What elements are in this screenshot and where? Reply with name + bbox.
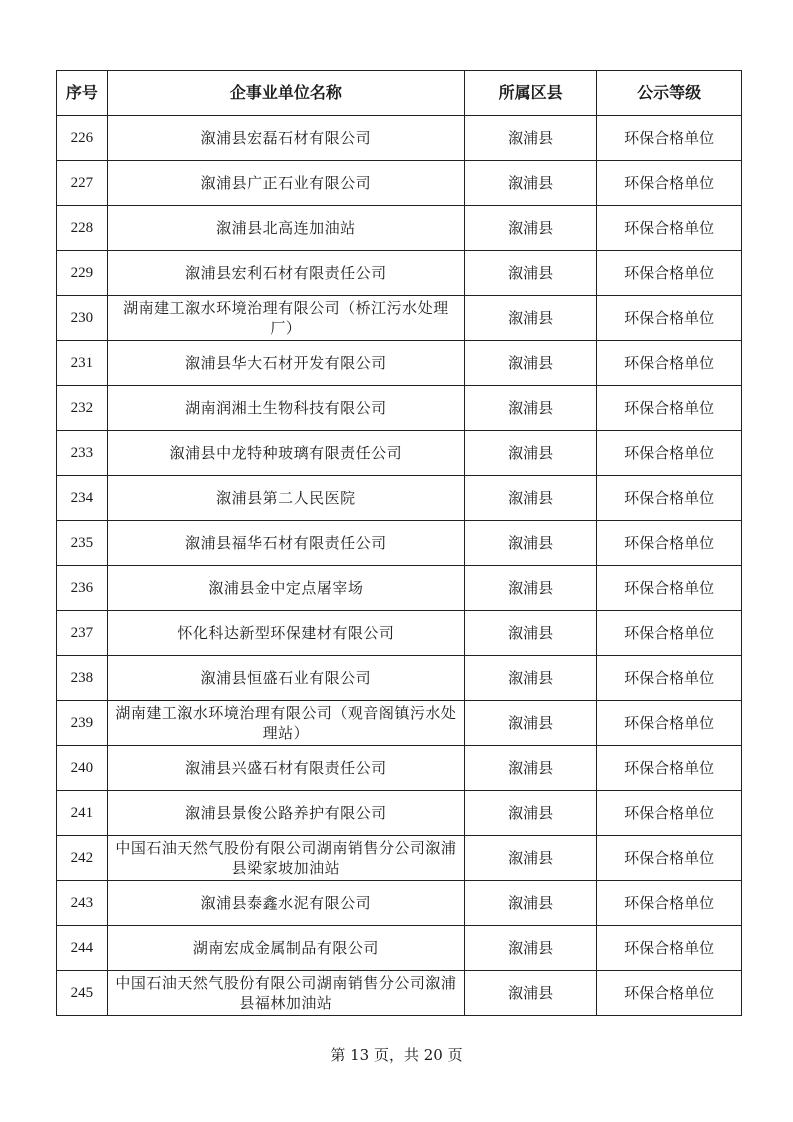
area-cell: 溆浦县 (465, 836, 597, 881)
grade-cell: 环保合格单位 (597, 341, 742, 386)
table-row (57, 926, 742, 971)
seq-cell: 231 (57, 341, 108, 386)
area-cell: 溆浦县 (465, 701, 597, 746)
name-cell: 溆浦县广正石业有限公司 (107, 161, 464, 206)
area-cell: 溆浦县 (465, 746, 597, 791)
grade-cell: 环保合格单位 (597, 296, 742, 341)
name-cell: 中国石油天然气股份有限公司湖南销售分公司溆浦县梁家坡加油站 (107, 836, 464, 881)
seq-cell: 232 (57, 386, 108, 431)
area-cell: 溆浦县 (465, 881, 597, 926)
name-cell: 湖南润湘土生物科技有限公司 (107, 386, 464, 431)
grade-cell: 环保合格单位 (597, 701, 742, 746)
grade-cell: 环保合格单位 (597, 521, 742, 566)
table-body (57, 116, 742, 1016)
table-row (57, 656, 742, 701)
seq-cell: 245 (57, 971, 108, 1016)
grade-cell: 环保合格单位 (597, 971, 742, 1016)
name-cell: 溆浦县华大石材开发有限公司 (107, 341, 464, 386)
area-cell: 溆浦县 (465, 161, 597, 206)
area-cell: 溆浦县 (465, 431, 597, 476)
table-row (57, 476, 742, 521)
seq-cell: 230 (57, 296, 108, 341)
name-cell: 溆浦县金中定点屠宰场 (107, 566, 464, 611)
seq-cell: 237 (57, 611, 108, 656)
name-cell: 湖南建工溆水环境治理有限公司（观音阁镇污水处理站） (107, 701, 464, 746)
name-cell: 溆浦县景俊公路养护有限公司 (107, 791, 464, 836)
table-header-row (57, 71, 742, 116)
grade-cell: 环保合格单位 (597, 251, 742, 296)
name-cell: 溆浦县兴盛石材有限责任公司 (107, 746, 464, 791)
name-cell: 溆浦县恒盛石业有限公司 (107, 656, 464, 701)
seq-cell: 243 (57, 881, 108, 926)
table-row (57, 251, 742, 296)
table-row (57, 701, 742, 746)
name-cell: 中国石油天然气股份有限公司湖南销售分公司溆浦县福林加油站 (107, 971, 464, 1016)
seq-cell: 226 (57, 116, 108, 161)
grade-cell: 环保合格单位 (597, 746, 742, 791)
area-cell: 溆浦县 (465, 251, 597, 296)
name-cell: 溆浦县第二人民医院 (107, 476, 464, 521)
area-cell: 溆浦县 (465, 476, 597, 521)
grade-cell: 环保合格单位 (597, 926, 742, 971)
seq-cell: 229 (57, 251, 108, 296)
header-grade: 公示等级 (597, 71, 742, 116)
name-cell: 溆浦县中龙特种玻璃有限责任公司 (107, 431, 464, 476)
area-cell: 溆浦县 (465, 386, 597, 431)
seq-cell: 227 (57, 161, 108, 206)
area-cell: 溆浦县 (465, 566, 597, 611)
grade-cell: 环保合格单位 (597, 161, 742, 206)
grade-cell: 环保合格单位 (597, 206, 742, 251)
table-row (57, 116, 742, 161)
seq-cell: 234 (57, 476, 108, 521)
area-cell: 溆浦县 (465, 926, 597, 971)
area-cell: 溆浦县 (465, 296, 597, 341)
table-row (57, 431, 742, 476)
seq-cell: 228 (57, 206, 108, 251)
header-area: 所属区县 (465, 71, 597, 116)
area-cell: 溆浦县 (465, 971, 597, 1016)
grade-cell: 环保合格单位 (597, 836, 742, 881)
table-row (57, 746, 742, 791)
table-row (57, 791, 742, 836)
seq-cell: 240 (57, 746, 108, 791)
grade-cell: 环保合格单位 (597, 611, 742, 656)
seq-cell: 233 (57, 431, 108, 476)
name-cell: 溆浦县北高连加油站 (107, 206, 464, 251)
seq-cell: 241 (57, 791, 108, 836)
area-cell: 溆浦县 (465, 791, 597, 836)
name-cell: 湖南建工溆水环境治理有限公司（桥江污水处理厂） (107, 296, 464, 341)
table-row (57, 836, 742, 881)
area-cell: 溆浦县 (465, 341, 597, 386)
grade-cell: 环保合格单位 (597, 791, 742, 836)
name-cell: 溆浦县宏磊石材有限公司 (107, 116, 464, 161)
table-row (57, 206, 742, 251)
grade-cell: 环保合格单位 (597, 116, 742, 161)
grade-cell: 环保合格单位 (597, 386, 742, 431)
name-cell: 怀化科达新型环保建材有限公司 (107, 611, 464, 656)
table-row (57, 881, 742, 926)
table-row (57, 611, 742, 656)
grade-cell: 环保合格单位 (597, 476, 742, 521)
seq-cell: 242 (57, 836, 108, 881)
name-cell: 溆浦县泰鑫水泥有限公司 (107, 881, 464, 926)
grade-cell: 环保合格单位 (597, 881, 742, 926)
table-row (57, 386, 742, 431)
name-cell: 湖南宏成金属制品有限公司 (107, 926, 464, 971)
table-row (57, 341, 742, 386)
area-cell: 溆浦县 (465, 116, 597, 161)
seq-cell: 239 (57, 701, 108, 746)
seq-cell: 236 (57, 566, 108, 611)
seq-cell: 238 (57, 656, 108, 701)
area-cell: 溆浦县 (465, 611, 597, 656)
seq-cell: 244 (57, 926, 108, 971)
table-row (57, 566, 742, 611)
area-cell: 溆浦县 (465, 656, 597, 701)
table-row (57, 161, 742, 206)
area-cell: 溆浦县 (465, 521, 597, 566)
table-row (57, 971, 742, 1016)
table-row (57, 521, 742, 566)
page-number: 第 13 页，共 20 页 (330, 1046, 463, 1064)
table-row (57, 296, 742, 341)
name-cell: 溆浦县宏利石材有限责任公司 (107, 251, 464, 296)
header-name: 企事业单位名称 (107, 71, 464, 116)
area-cell: 溆浦县 (465, 206, 597, 251)
header-seq: 序号 (57, 71, 108, 116)
grade-cell: 环保合格单位 (597, 566, 742, 611)
name-cell: 溆浦县福华石材有限责任公司 (107, 521, 464, 566)
company-table (56, 70, 742, 1016)
grade-cell: 环保合格单位 (597, 431, 742, 476)
grade-cell: 环保合格单位 (597, 656, 742, 701)
seq-cell: 235 (57, 521, 108, 566)
